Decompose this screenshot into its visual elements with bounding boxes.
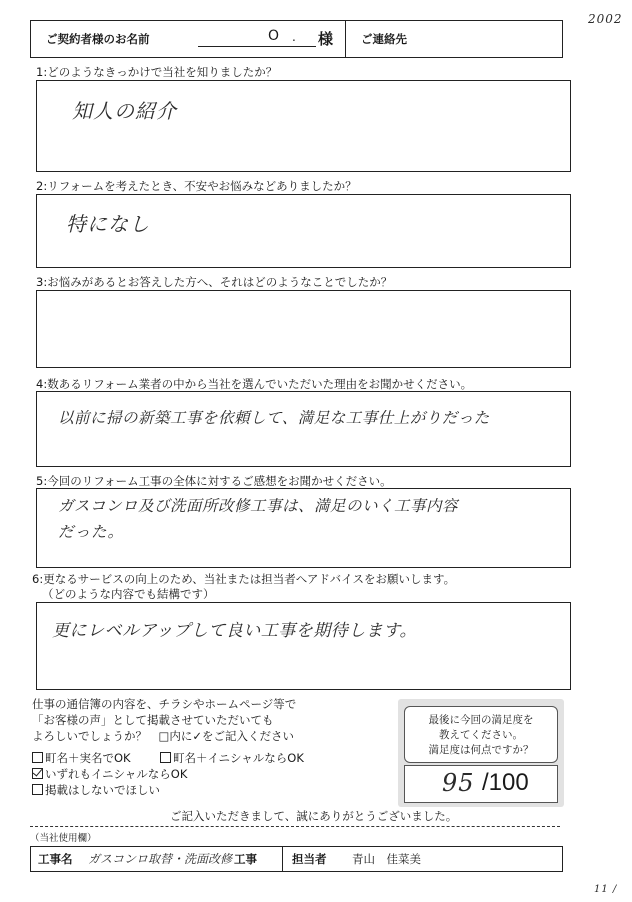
checkbox-3-checked[interactable] [32, 768, 43, 779]
thanks-message: ご記入いただきまして、誠にありがとうございました。 [170, 809, 458, 823]
work-label: 工事名 [38, 852, 73, 866]
question-1-label: 1:どのようなきっかけで当社を知りましたか？ [36, 65, 278, 79]
answer-2-text: 特になし [66, 212, 150, 236]
checkbox-2[interactable] [160, 752, 171, 763]
answer-4-text: 以前に掃の新築工事を依頼して、満足な工事仕上がりだった [58, 409, 490, 427]
answer-5-text-line2: だった。 [58, 523, 125, 541]
name-separator: . [292, 30, 296, 44]
name-underline [198, 46, 316, 47]
score-value: 95 [442, 769, 475, 797]
satisfaction-line-2: 教えてください。 [439, 729, 523, 741]
contact-label: ご連絡先 [361, 32, 407, 46]
question-6-sublabel: （どのような内容でも結構です） [42, 587, 215, 601]
office-section-label: （当社使用欄） [30, 833, 97, 844]
answer-6-text: 更にレベルアップして良い工事を期待します。 [52, 621, 417, 641]
answer-box-1 [36, 80, 571, 172]
consent-option-2-label: 町名＋イニシャルならOK [173, 751, 304, 765]
corner-number: 2002 [588, 12, 623, 26]
consent-option-1-label: 町名＋実名でOK [45, 751, 131, 765]
honorific: 様 [318, 30, 334, 48]
consent-option-3-label: いずれもイニシャルならOK [45, 767, 188, 781]
score-max: /100 [482, 769, 529, 796]
header-divider [345, 20, 346, 57]
question-6-label: 6:更なるサービスの向上のため、当社または担当者へアドバイスをお願いします。 [32, 572, 456, 586]
office-divider [30, 826, 560, 827]
question-3-label: 3:お悩みがあるとお答えした方へ、それはどのようなことでしたか？ [36, 275, 393, 289]
consent-option-2[interactable] [160, 750, 304, 766]
name-value: O [268, 28, 280, 44]
answer-1-text: 知人の紹介 [72, 99, 177, 123]
checkbox-1[interactable] [32, 752, 43, 763]
staff-value: 青山 佳菜美 [352, 852, 421, 866]
satisfaction-line-1: 最後に今回の満足度を [428, 714, 534, 726]
staff-label: 担当者 [292, 852, 327, 866]
office-divider-vertical [282, 846, 283, 871]
name-label: ご契約者様のお名前 [46, 32, 150, 46]
consent-line-3: よろしいでしょうか？ □内に✓をご記入ください [32, 729, 294, 743]
consent-line-1: 仕事の通信簿の内容を、チラシやホームページ等で [32, 697, 297, 711]
consent-option-4[interactable] [32, 782, 160, 798]
checkbox-4[interactable] [32, 784, 43, 795]
footer-mark: 11 / [594, 884, 618, 895]
answer-5-text: ガスコンロ及び洗面所改修工事は、満足のいく工事内容 [58, 497, 459, 515]
consent-option-3[interactable] [32, 766, 187, 782]
answer-box-4 [36, 391, 571, 467]
consent-option-1[interactable] [32, 750, 131, 766]
question-2-label: 2:リフォームを考えたとき、不安やお悩みなどありましたか？ [36, 179, 357, 193]
consent-option-4-label: 掲載はしないでほしい [45, 783, 160, 797]
question-5-label: 5:今回のリフォーム工事の全体に対するご感想をお聞かせください。 [36, 474, 392, 488]
consent-line-2: 「お客様の声」として掲載させていただいても [32, 713, 274, 727]
score-box [404, 765, 558, 803]
answer-box-3 [36, 290, 571, 368]
satisfaction-line-3: 満足度は何点ですか？ [428, 744, 534, 756]
work-suffix: 工事 [234, 852, 257, 866]
work-value: ガスコンロ取替・洗面改修 [88, 852, 233, 866]
question-4-label: 4:数あるリフォーム業者の中から当社を選んでいただいた理由をお聞かせください。 [36, 377, 473, 391]
